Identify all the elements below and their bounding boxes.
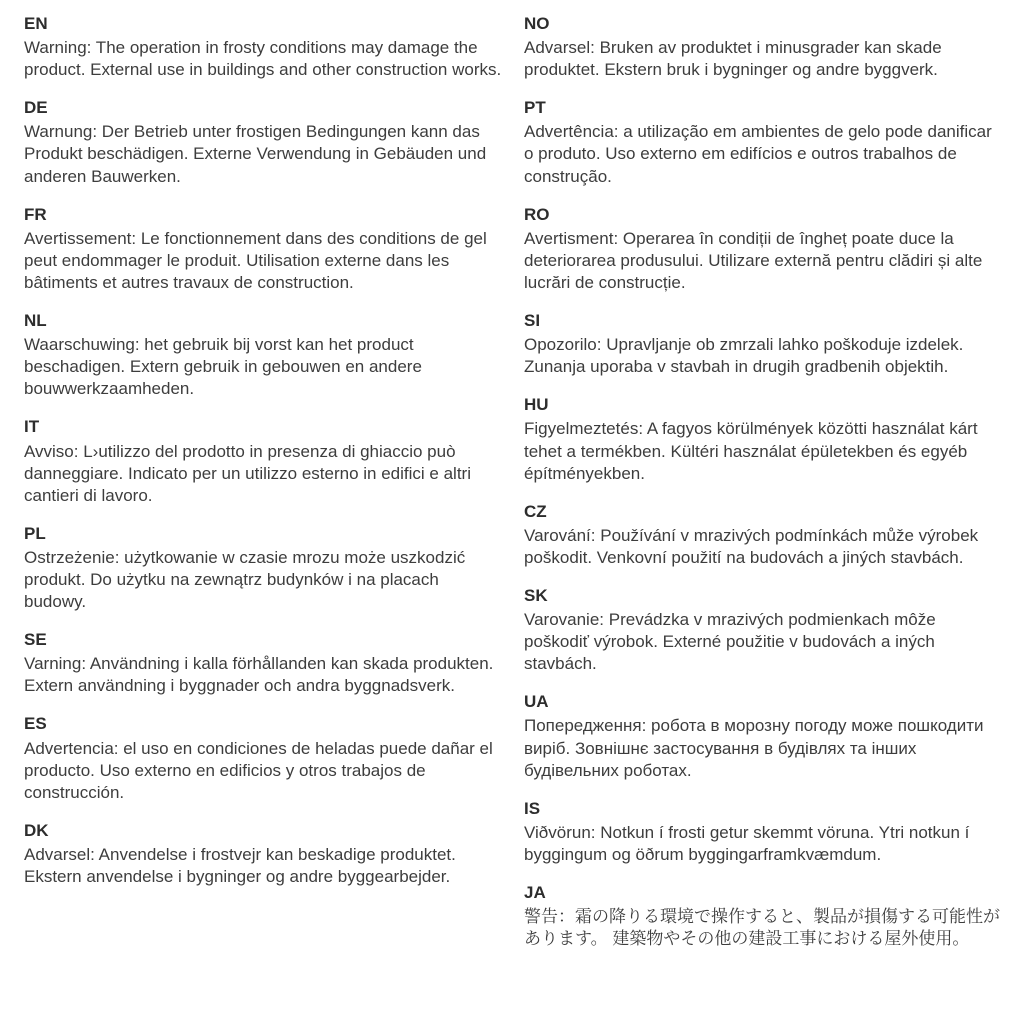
warning-text: Warning: The operation in frosty conditions may damage the product. External use in buildings and other construction works. xyxy=(24,38,502,80)
language-code-label: IS xyxy=(524,798,541,818)
warning-text: Varovanie: Prevádzka v mrazivých podmienkach môže poškodiť výrobok. Externé použitie v budovách a iných stavbách. xyxy=(524,610,936,674)
warning-text: Advertencia: el uso en condiciones de heladas puede dañar el producto. Uso externo en edificios y otros trabajos de construcción. xyxy=(24,738,493,802)
warning-text: Advertência: a utilização em ambientes de gelo pode danificar o produto. Uso externo em edifícios e outros trabalhos de construção. xyxy=(524,122,992,186)
language-code-label: ES xyxy=(24,714,47,734)
warning-text: Opozorilo: Upravljanje ob zmrzali lahko poškoduje izdelek. Zunanja uporaba v stavbah in drugih gradbenih objektih. xyxy=(524,335,964,377)
language-code-label: RO xyxy=(524,204,550,224)
language-code-label: CZ xyxy=(524,501,547,521)
language-code-label: PT xyxy=(524,98,546,118)
language-code-label: DK xyxy=(24,820,49,840)
lang-section-no xyxy=(524,13,1004,81)
left-column xyxy=(24,13,504,966)
language-code-label: PL xyxy=(24,523,46,543)
warning-text: Avertisment: Operarea în condiții de îngheț poate duce la deteriorarea produsului. Utilizare externă pentru clădiri și alte lucrări de construcție. xyxy=(524,228,983,292)
lang-section-si xyxy=(524,310,1004,378)
language-code-label: IT xyxy=(24,417,40,437)
warning-text: Viðvörun: Notkun í frosti getur skemmt vöruna. Ytri notkun í byggingum og öðrum byggingarframkvæmdum. xyxy=(524,822,970,864)
lang-section-is xyxy=(524,798,1004,866)
language-code-label: NO xyxy=(524,14,550,33)
lang-section-se xyxy=(24,629,504,697)
right-column xyxy=(524,13,1004,966)
lang-section-ro xyxy=(524,204,1004,294)
language-code-label: EN xyxy=(24,14,48,33)
language-code-label: FR xyxy=(24,204,47,224)
language-code-label: SE xyxy=(24,630,47,650)
warning-text: Avviso: L›utilizzo del prodotto in presenza di ghiaccio può danneggiare. Indicato per un utilizzo esterno in edifici e altri cantieri di lavoro. xyxy=(24,441,471,505)
warning-text: Avertissement: Le fonctionnement dans des conditions de gel peut endommager le produit. Utilisation externe dans les bâtiments et autres travaux de construction. xyxy=(24,228,487,292)
lang-section-es xyxy=(24,713,504,803)
language-code-label: SI xyxy=(524,311,541,331)
language-code-label: HU xyxy=(524,395,549,415)
lang-section-nl xyxy=(24,310,504,400)
lang-section-pl xyxy=(24,523,504,613)
lang-section-it xyxy=(24,416,504,506)
language-code-label: UA xyxy=(524,692,549,712)
warning-text: Figyelmeztetés: A fagyos körülmények közötti használat kárt tehet a termékben. Kültéri használat épületekben és egyéb építményekben. xyxy=(524,419,978,483)
lang-section-ja xyxy=(524,882,1004,950)
lang-section-de xyxy=(24,97,504,187)
warning-text: Advarsel: Bruken av produktet i minusgrader kan skade produktet. Ekstern bruk i bygninger og andre byggverk. xyxy=(524,38,942,80)
lang-section-cz xyxy=(524,501,1004,569)
warning-text: Waarschuwing: het gebruik bij vorst kan het product beschadigen. Extern gebruik in gebouwen en andere bouwwerkzaamheden. xyxy=(24,335,422,399)
warning-text: 警告：霜の降りる環境で操作すると、製品が損傷する可能性があります。 建築物やその他の建設工事における屋外使用。 xyxy=(524,907,1000,949)
lang-section-pt xyxy=(524,97,1004,187)
warning-text: Varning: Användning i kalla förhållanden kan skada produkten. Extern användning i byggnader och andra byggnadsverk. xyxy=(24,654,494,696)
warning-text: Advarsel: Anvendelse i frostvejr kan beskadige produktet. Ekstern anvendelse i bygninger og andre byggearbejder. xyxy=(24,844,456,886)
lang-section-en xyxy=(24,13,504,81)
language-code-label: NL xyxy=(24,311,47,331)
language-code-label: SK xyxy=(524,585,548,605)
lang-section-ua xyxy=(524,691,1004,781)
lang-section-dk xyxy=(24,820,504,888)
warning-text: Попередження: робота в морозну погоду може пошкодити виріб. Зовнішнє застосування в будівлях та інших будівельних роботах. xyxy=(524,716,984,780)
lang-section-fr xyxy=(24,204,504,294)
warning-text: Varování: Používání v mrazivých podmínkách může výrobek poškodit. Venkovní použití na budovách a jiných stavbách. xyxy=(524,525,979,567)
language-code-label: JA xyxy=(524,883,546,902)
warning-text: Warnung: Der Betrieb unter frostigen Bedingungen kann das Produkt beschädigen. Externe Verwendung in Gebäuden und anderen Bauwerken. xyxy=(24,122,487,186)
language-code-label: DE xyxy=(24,98,48,118)
lang-section-sk xyxy=(524,585,1004,675)
warning-text: Ostrzeżenie: użytkowanie w czasie mrozu może uszkodzić produkt. Do użytku na zewnątrz budynków i na placach budowy. xyxy=(24,547,466,612)
lang-section-hu xyxy=(524,394,1004,484)
